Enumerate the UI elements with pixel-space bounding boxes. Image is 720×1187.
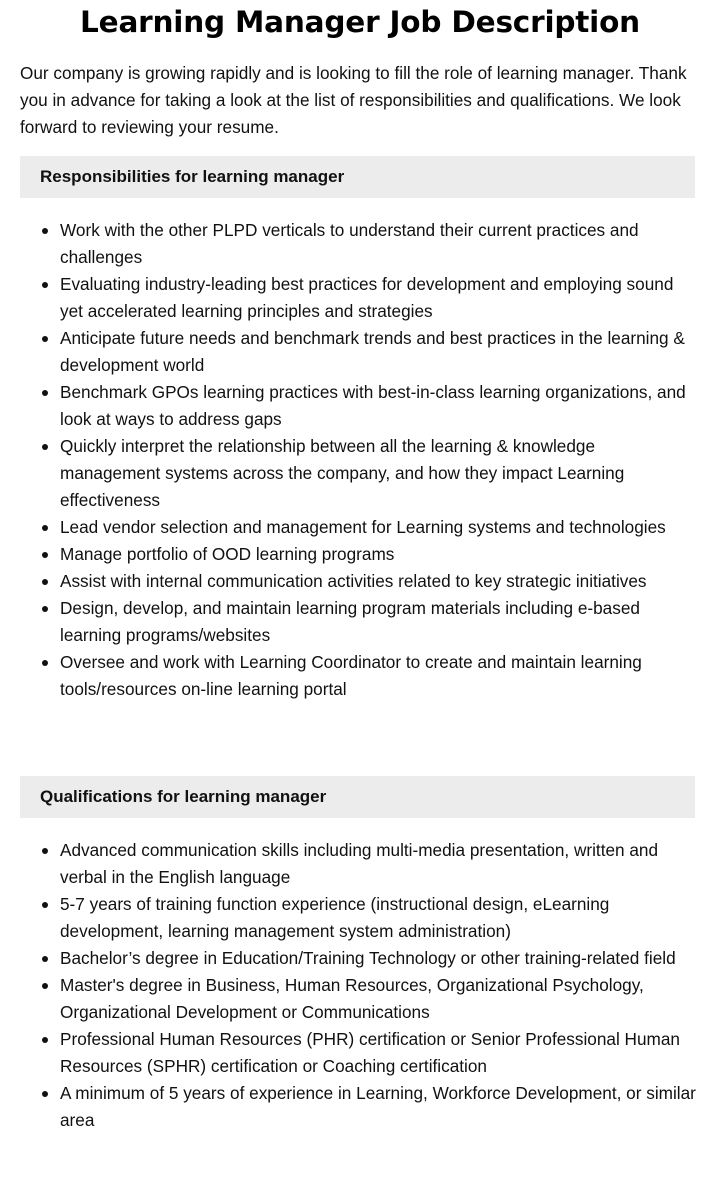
list-item: Quickly interpret the relationship between all the learning & knowledge management systems across the company, and how they impact Learning effectiveness <box>60 433 700 514</box>
list-item: Lead vendor selection and management for Learning systems and technologies <box>60 514 700 541</box>
list-item: Master's degree in Business, Human Resources, Organizational Psychology, Organizational Development or Communications <box>60 972 700 1026</box>
page-title: Learning Manager Job Description <box>80 5 640 39</box>
list-item: Anticipate future needs and benchmark trends and best practices in the learning & development world <box>60 325 700 379</box>
list-item: Work with the other PLPD verticals to understand their current practices and challenges <box>60 217 700 271</box>
list-item: Manage portfolio of OOD learning programs <box>60 541 700 568</box>
list-item: 5-7 years of training function experience (instructional design, eLearning development, learning management system administration) <box>60 891 700 945</box>
list-item: Advanced communication skills including multi-media presentation, written and verbal in the English language <box>60 837 700 891</box>
list-item: Bachelor’s degree in Education/Training Technology or other training-related field <box>60 945 700 972</box>
list-item: Assist with internal communication activities related to key strategic initiatives <box>60 568 700 595</box>
list-item: Evaluating industry-leading best practices for development and employing sound yet accelerated learning principles and strategies <box>60 271 700 325</box>
qualifications-heading: Qualifications for learning manager <box>20 776 695 818</box>
list-item: Professional Human Resources (PHR) certification or Senior Professional Human Resources (SPHR) certification or Coaching certification <box>60 1026 700 1080</box>
list-item: Oversee and work with Learning Coordinator to create and maintain learning tools/resources on-line learning portal <box>60 649 700 703</box>
list-item: Design, develop, and maintain learning program materials including e-based learning programs/websites <box>60 595 700 649</box>
responsibilities-list <box>20 217 700 703</box>
qualifications-list <box>20 837 700 1134</box>
responsibilities-heading: Responsibilities for learning manager <box>20 156 695 198</box>
list-item: A minimum of 5 years of experience in Learning, Workforce Development, or similar area <box>60 1080 700 1134</box>
intro-paragraph: Our company is growing rapidly and is looking to fill the role of learning manager. Thank you in advance for taking a look at the list of responsibilities and qualifications. We look forward to reviewing your resume. <box>20 63 687 137</box>
list-item: Benchmark GPOs learning practices with best-in-class learning organizations, and look at ways to address gaps <box>60 379 700 433</box>
